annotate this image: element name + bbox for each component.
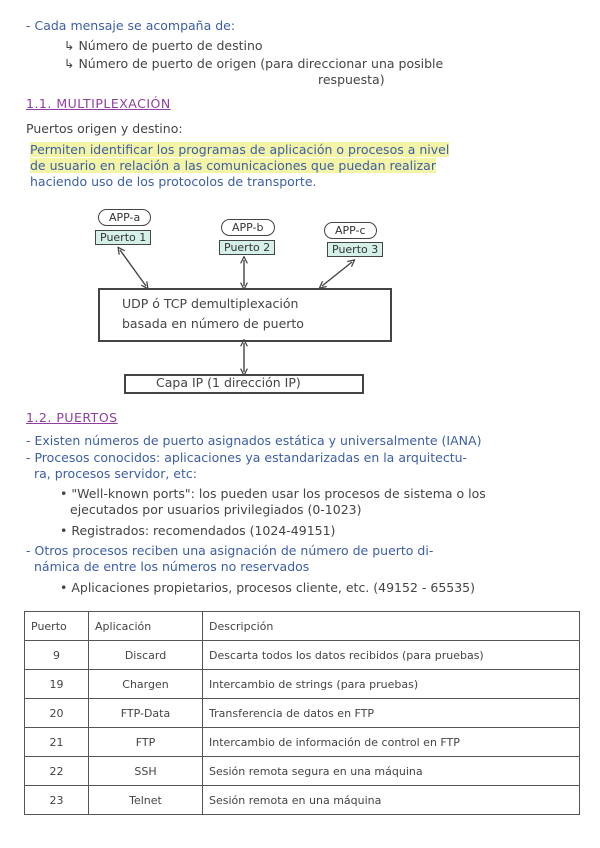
desc-cell: Intercambio de información de control en FTP (203, 728, 580, 757)
intro-line: - Cada mensaje se acompaña de: (26, 18, 236, 33)
ip-layer-text: Capa IP (1 dirección IP) (156, 375, 301, 390)
paragraph-line: Permiten identificar los programas de aplicación o procesos a nivel (30, 142, 450, 157)
app-cell: Discard (89, 641, 203, 670)
port-cell: 21 (25, 728, 89, 757)
desc-cell: Intercambio de strings (para pruebas) (203, 670, 580, 699)
app-bubble: APP-a (98, 209, 151, 226)
port-label: Puerto 2 (219, 240, 275, 255)
intro-sub-origin: ↳ Número de puerto de origen (para direccionar una posible (64, 56, 444, 71)
bullet-line: ra, procesos servidor, etc: (34, 466, 197, 481)
app-cell: FTP (89, 728, 203, 757)
port-label: Puerto 1 (95, 230, 151, 245)
column-header: Aplicación (89, 612, 203, 641)
app-cell: Chargen (89, 670, 203, 699)
sub-bullet-line: • "Well-known ports": los pueden usar los procesos de sistema o los (60, 486, 486, 501)
bullet-line: - Procesos conocidos: aplicaciones ya estandarizadas en la arquitectu- (26, 450, 468, 465)
table-row (25, 699, 580, 728)
desc-cell: Sesión remota segura en una máquina (203, 757, 580, 786)
table-row (25, 728, 580, 757)
paragraph-line: de usuario en relación a las comunicaciones que puedan realizar (30, 158, 436, 173)
demux-text-line1: UDP ó TCP demultiplexación (122, 296, 299, 311)
intro-sub-destination: ↳ Número de puerto de destino (64, 38, 263, 53)
table-row (25, 641, 580, 670)
table-row (25, 757, 580, 786)
port-cell: 22 (25, 757, 89, 786)
table-row (25, 786, 580, 815)
bullet-line: - Existen números de puerto asignados estática y universalmente (IANA) (26, 433, 482, 448)
desc-cell: Sesión remota en una máquina (203, 786, 580, 815)
section-heading-multiplexacion: 1.1. MULTIPLEXACIÓN (26, 96, 171, 111)
bullet-line: námica de entre los números no reservados (34, 559, 310, 574)
app-bubble: APP-b (221, 219, 275, 236)
sub-bullet-line: • Registrados: recomendados (1024-49151) (60, 523, 336, 538)
port-cell: 9 (25, 641, 89, 670)
port-cell: 19 (25, 670, 89, 699)
desc-cell: Descarta todos los datos recibidos (para pruebas) (203, 641, 580, 670)
section-subtitle: Puertos origen y destino: (26, 121, 183, 136)
port-label: Puerto 3 (327, 242, 383, 257)
bullet-line: - Otros procesos reciben una asignación de número de puerto di- (26, 543, 434, 558)
column-header: Puerto (25, 612, 89, 641)
diagram-arrows (0, 0, 600, 420)
sub-bullet-line: • Aplicaciones propietarios, procesos cliente, etc. (49152 - 65535) (60, 580, 476, 595)
demux-text-line2: basada en número de puerto (122, 316, 304, 331)
table-header-row (25, 612, 580, 641)
desc-cell: Transferencia de datos en FTP (203, 699, 580, 728)
port-cell: 23 (25, 786, 89, 815)
app-cell: Telnet (89, 786, 203, 815)
paragraph-line: haciendo uso de los protocolos de transporte. (30, 174, 317, 189)
ports-table (24, 611, 580, 815)
app-cell: SSH (89, 757, 203, 786)
table-row (25, 670, 580, 699)
column-header: Descripción (203, 612, 580, 641)
port-cell: 20 (25, 699, 89, 728)
app-cell: FTP-Data (89, 699, 203, 728)
sub-bullet-line: ejecutados por usuarios privilegiados (0-1023) (70, 502, 362, 517)
app-bubble: APP-c (324, 222, 377, 239)
section-heading-puertos: 1.2. PUERTOS (26, 410, 118, 425)
intro-sub-origin-cont: respuesta) (318, 72, 385, 87)
